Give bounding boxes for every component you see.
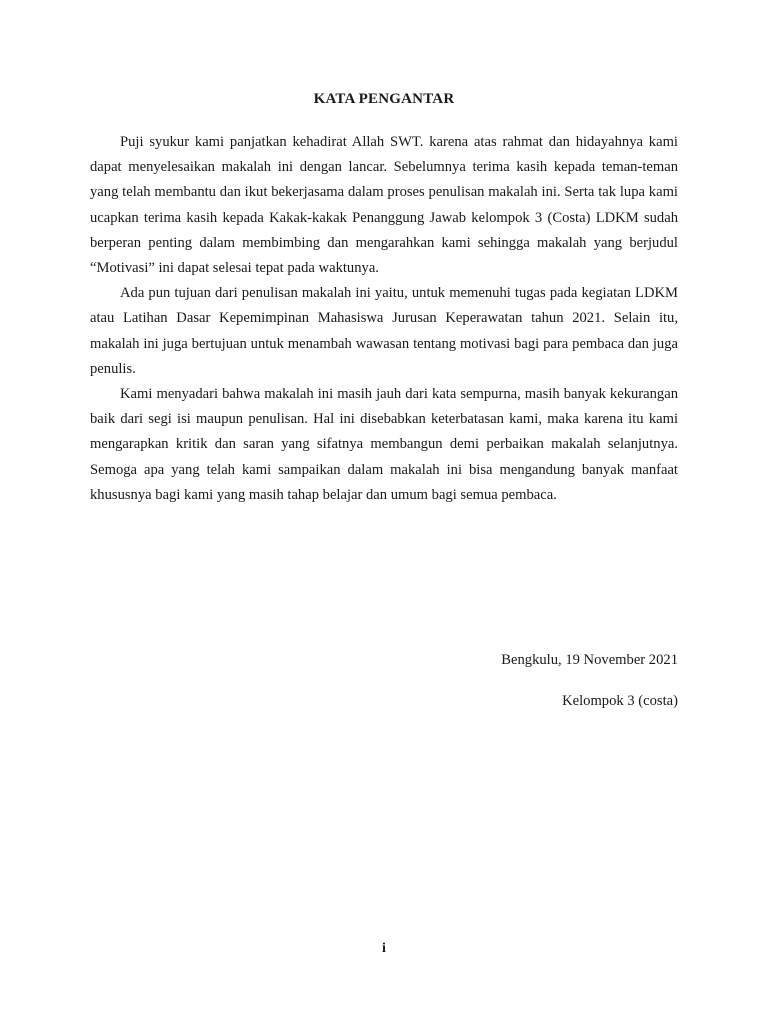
paragraph-purpose: Ada pun tujuan dari penulisan makalah ini yaitu, untuk memenuhi tugas pada kegiatan LDKM atau Latihan Dasar Kepemimpinan Mahasiswa Jurusan Keperawatan tahun 2021. Selain itu, makalah ini juga bertujuan untuk menambah wawasan tentang motivasi bagi para pembaca dan juga penulis.	[90, 285, 678, 377]
paragraph-apology: Kami menyadari bahwa makalah ini masih jauh dari kata sempurna, masih banyak kekurangan baik dari segi isi maupun penulisan. Hal ini disebabkan keterbatasan kami, maka karena itu kami mengarapkan kritik dan saran yang sifatnya membangun demi perbaikan makalah selanjutnya. Semoga apa yang telah kami sampaikan dalam makalah ini bisa mengandung banyak manfaat khususnya bagi kami yang masih tahap belajar dan umum bagi semua pembaca.	[90, 386, 678, 503]
signature-place-date: Bengkulu, 19 November 2021	[501, 652, 678, 668]
paragraph-gratitude: Puji syukur kami panjatkan kehadirat Allah SWT. karena atas rahmat dan hidayahnya kami dapat menyelesaikan makalah ini dengan lancar. Sebelumnya terima kasih kepada teman-teman yang telah membantu dan ikut bekerjasama dalam proses penulisan makalah ini. Serta tak lupa kami ucapkan terima kasih kepada Kakak-kakak Penanggung Jawab kelompok 3 (Costa) LDKM sudah berperan penting dalam membimbing dan mengarahkan kami sehingga makalah yang berjudul “Motivasi” ini dapat selesai tepat pada waktunya.	[90, 134, 678, 277]
page-number: i	[382, 941, 386, 956]
body-text	[90, 130, 678, 508]
signature-author: Kelompok 3 (costa)	[562, 693, 678, 709]
page-title: KATA PENGANTAR	[313, 91, 455, 107]
